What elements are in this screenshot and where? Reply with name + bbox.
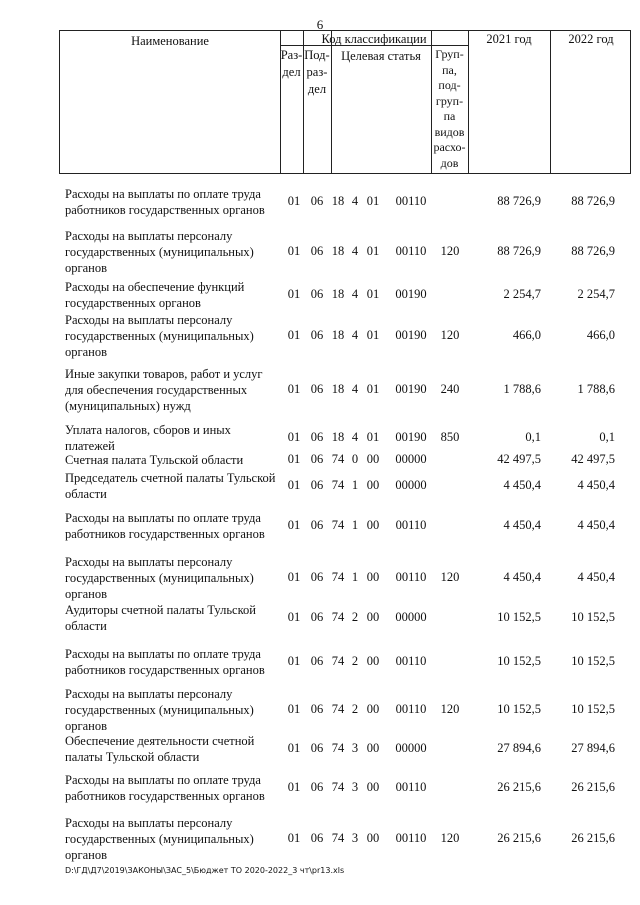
row-target-main: 00 [366, 518, 380, 532]
header-razdel: Раз- дел [280, 48, 303, 79]
row-value-2021: 26 215,6 [497, 780, 541, 794]
row-target-program: 74 [331, 654, 345, 668]
row-target-direction: 00110 [395, 244, 427, 258]
row-value-2021: 466,0 [512, 328, 541, 342]
footer-path: D:\ГД\Д7\2019\ЗАКОНЫ\ЗАС_5\Бюджет ТО 2020-2022_3 чт\pr13.xls [65, 866, 345, 875]
row-target-subprogram: 4 [351, 328, 359, 342]
row-value-2021: 88 726,9 [497, 244, 541, 258]
row-value-2021: 10 152,5 [497, 702, 541, 716]
row-value-2021: 27 894,6 [497, 741, 541, 755]
row-target-direction: 00110 [395, 654, 427, 668]
row-value-2022: 88 726,9 [571, 244, 615, 258]
row-value-2022: 4 450,4 [577, 478, 615, 492]
row-target-program: 74 [331, 741, 345, 755]
row-value-2022: 2 254,7 [577, 287, 615, 301]
row-target-subprogram: 3 [351, 831, 359, 845]
row-target-subprogram: 2 [351, 654, 359, 668]
row-target-program: 18 [331, 430, 345, 444]
row-target-program: 18 [331, 382, 345, 396]
row-group: 240 [440, 382, 460, 396]
row-podrazdel: 06 [310, 478, 324, 492]
row-target-direction: 00110 [395, 831, 427, 845]
row-podrazdel: 06 [310, 194, 324, 208]
row-target-main: 00 [366, 610, 380, 624]
row-value-2022: 10 152,5 [571, 610, 615, 624]
row-target-subprogram: 1 [351, 518, 359, 532]
row-podrazdel: 06 [310, 382, 324, 396]
row-target-program: 74 [331, 478, 345, 492]
row-target-subprogram: 2 [351, 702, 359, 716]
row-name: Расходы на выплаты персоналу государственных (муниципальных) органов [65, 229, 254, 275]
row-value-2022: 4 450,4 [577, 518, 615, 532]
row-value-2022: 27 894,6 [571, 741, 615, 755]
row-value-2021: 10 152,5 [497, 610, 541, 624]
row-target-program: 74 [331, 452, 345, 466]
row-razdel: 01 [287, 244, 301, 258]
row-podrazdel: 06 [310, 831, 324, 845]
row-target-subprogram: 4 [351, 194, 359, 208]
row-target-direction: 00110 [395, 702, 427, 716]
row-target-main: 01 [366, 194, 380, 208]
row-target-main: 00 [366, 654, 380, 668]
row-target-direction: 00190 [395, 287, 427, 301]
row-target-direction: 00110 [395, 518, 427, 532]
row-target-direction: 00000 [395, 478, 427, 492]
row-value-2021: 0,1 [525, 430, 541, 444]
row-target-direction: 00110 [395, 780, 427, 794]
row-razdel: 01 [287, 570, 301, 584]
row-value-2021: 4 450,4 [503, 570, 541, 584]
row-name: Председатель счетной палаты Тульской области [65, 471, 276, 501]
row-group: 120 [440, 702, 460, 716]
row-target-direction: 00000 [395, 452, 427, 466]
row-podrazdel: 06 [310, 328, 324, 342]
row-target-main: 00 [366, 570, 380, 584]
row-target-program: 74 [331, 570, 345, 584]
row-podrazdel: 06 [310, 654, 324, 668]
row-target-program: 18 [331, 244, 345, 258]
row-target-main: 00 [366, 702, 380, 716]
row-razdel: 01 [287, 478, 301, 492]
row-razdel: 01 [287, 741, 301, 755]
row-target-program: 74 [331, 780, 345, 794]
row-target-program: 74 [331, 518, 345, 532]
row-target-direction: 00190 [395, 328, 427, 342]
row-name: Расходы на обеспечение функций государственных органов [65, 280, 245, 310]
row-razdel: 01 [287, 702, 301, 716]
row-target-direction: 00190 [395, 430, 427, 444]
page-number: 6 [316, 17, 324, 32]
row-podrazdel: 06 [310, 570, 324, 584]
row-razdel: 01 [287, 780, 301, 794]
row-value-2021: 4 450,4 [503, 478, 541, 492]
row-target-subprogram: 4 [351, 244, 359, 258]
row-target-main: 00 [366, 478, 380, 492]
header-divider [550, 31, 551, 173]
row-target-main: 00 [366, 452, 380, 466]
row-razdel: 01 [287, 194, 301, 208]
row-razdel: 01 [287, 831, 301, 845]
row-target-main: 01 [366, 287, 380, 301]
header-target: Целевая статья [341, 49, 421, 63]
row-group: 120 [440, 244, 460, 258]
header-name: Наименование [131, 34, 209, 48]
row-value-2021: 10 152,5 [497, 654, 541, 668]
row-podrazdel: 06 [310, 610, 324, 624]
header-divider [468, 31, 469, 173]
row-podrazdel: 06 [310, 244, 324, 258]
header-2021: 2021 год [486, 32, 532, 46]
row-name: Аудиторы счетной палаты Тульской области [65, 603, 256, 633]
header-2022: 2022 год [568, 32, 614, 46]
row-value-2022: 4 450,4 [577, 570, 615, 584]
row-value-2022: 42 497,5 [571, 452, 615, 466]
row-target-program: 74 [331, 702, 345, 716]
row-value-2022: 10 152,5 [571, 654, 615, 668]
row-target-main: 01 [366, 430, 380, 444]
row-group: 120 [440, 328, 460, 342]
row-name: Расходы на выплаты по оплате труда работников государственных органов [65, 187, 265, 217]
row-target-subprogram: 3 [351, 780, 359, 794]
row-target-subprogram: 4 [351, 430, 359, 444]
row-target-program: 74 [331, 831, 345, 845]
row-group: 120 [440, 570, 460, 584]
row-podrazdel: 06 [310, 741, 324, 755]
row-target-program: 18 [331, 287, 345, 301]
row-value-2022: 0,1 [599, 430, 615, 444]
row-target-direction: 00000 [395, 610, 427, 624]
row-razdel: 01 [287, 518, 301, 532]
row-target-direction: 00110 [395, 194, 427, 208]
row-target-main: 01 [366, 244, 380, 258]
row-name: Расходы на выплаты по оплате труда работников государственных органов [65, 647, 265, 677]
row-razdel: 01 [287, 610, 301, 624]
row-value-2022: 466,0 [586, 328, 615, 342]
row-target-subprogram: 1 [351, 570, 359, 584]
row-value-2021: 1 788,6 [503, 382, 541, 396]
row-target-subprogram: 0 [351, 452, 359, 466]
header-podrazdel: Под- раз- дел [304, 48, 330, 96]
row-name: Счетная палата Тульской области [65, 453, 244, 467]
row-podrazdel: 06 [310, 430, 324, 444]
row-target-main: 00 [366, 741, 380, 755]
row-razdel: 01 [287, 654, 301, 668]
row-value-2021: 88 726,9 [497, 194, 541, 208]
row-target-program: 18 [331, 328, 345, 342]
row-name: Расходы на выплаты персоналу государственных (муниципальных) органов [65, 816, 254, 862]
row-name: Расходы на выплаты по оплате труда работников государственных органов [65, 511, 265, 541]
row-target-main: 00 [366, 831, 380, 845]
row-value-2022: 26 215,6 [571, 831, 615, 845]
row-target-subprogram: 1 [351, 478, 359, 492]
table-header [59, 30, 631, 174]
row-value-2021: 4 450,4 [503, 518, 541, 532]
row-value-2022: 88 726,9 [571, 194, 615, 208]
row-podrazdel: 06 [310, 780, 324, 794]
row-target-program: 18 [331, 194, 345, 208]
header-code: Код классификации [321, 32, 427, 46]
row-value-2022: 26 215,6 [571, 780, 615, 794]
row-group: 120 [440, 831, 460, 845]
row-name: Уплата налогов, сборов и иных платежей [65, 423, 231, 453]
row-name: Расходы на выплаты персоналу государственных (муниципальных) органов [65, 687, 254, 733]
row-target-main: 01 [366, 328, 380, 342]
row-podrazdel: 06 [310, 287, 324, 301]
row-razdel: 01 [287, 328, 301, 342]
row-razdel: 01 [287, 452, 301, 466]
row-value-2021: 42 497,5 [497, 452, 541, 466]
row-name: Расходы на выплаты по оплате труда работников государственных органов [65, 773, 265, 803]
row-podrazdel: 06 [310, 518, 324, 532]
row-target-direction: 00000 [395, 741, 427, 755]
row-target-main: 01 [366, 382, 380, 396]
row-value-2021: 2 254,7 [503, 287, 541, 301]
row-target-direction: 00110 [395, 570, 427, 584]
row-group: 850 [440, 430, 460, 444]
row-name: Обеспечение деятельности счетной палаты Тульской области [65, 734, 255, 764]
row-razdel: 01 [287, 430, 301, 444]
row-name: Расходы на выплаты персоналу государственных (муниципальных) органов [65, 555, 254, 601]
row-target-direction: 00190 [395, 382, 427, 396]
row-target-main: 00 [366, 780, 380, 794]
row-value-2021: 26 215,6 [497, 831, 541, 845]
row-razdel: 01 [287, 287, 301, 301]
header-group: Груп- па, под- груп- па видов расхо- дов [433, 47, 466, 170]
row-value-2022: 1 788,6 [577, 382, 615, 396]
row-target-subprogram: 4 [351, 382, 359, 396]
row-razdel: 01 [287, 382, 301, 396]
row-value-2022: 10 152,5 [571, 702, 615, 716]
row-target-subprogram: 4 [351, 287, 359, 301]
row-name: Расходы на выплаты персоналу государственных (муниципальных) органов [65, 313, 254, 359]
row-name: Иные закупки товаров, работ и услуг для обеспечения государственных (муниципальных) нужд [65, 367, 263, 413]
row-target-subprogram: 3 [351, 741, 359, 755]
row-podrazdel: 06 [310, 702, 324, 716]
row-target-subprogram: 2 [351, 610, 359, 624]
row-target-program: 74 [331, 610, 345, 624]
row-podrazdel: 06 [310, 452, 324, 466]
